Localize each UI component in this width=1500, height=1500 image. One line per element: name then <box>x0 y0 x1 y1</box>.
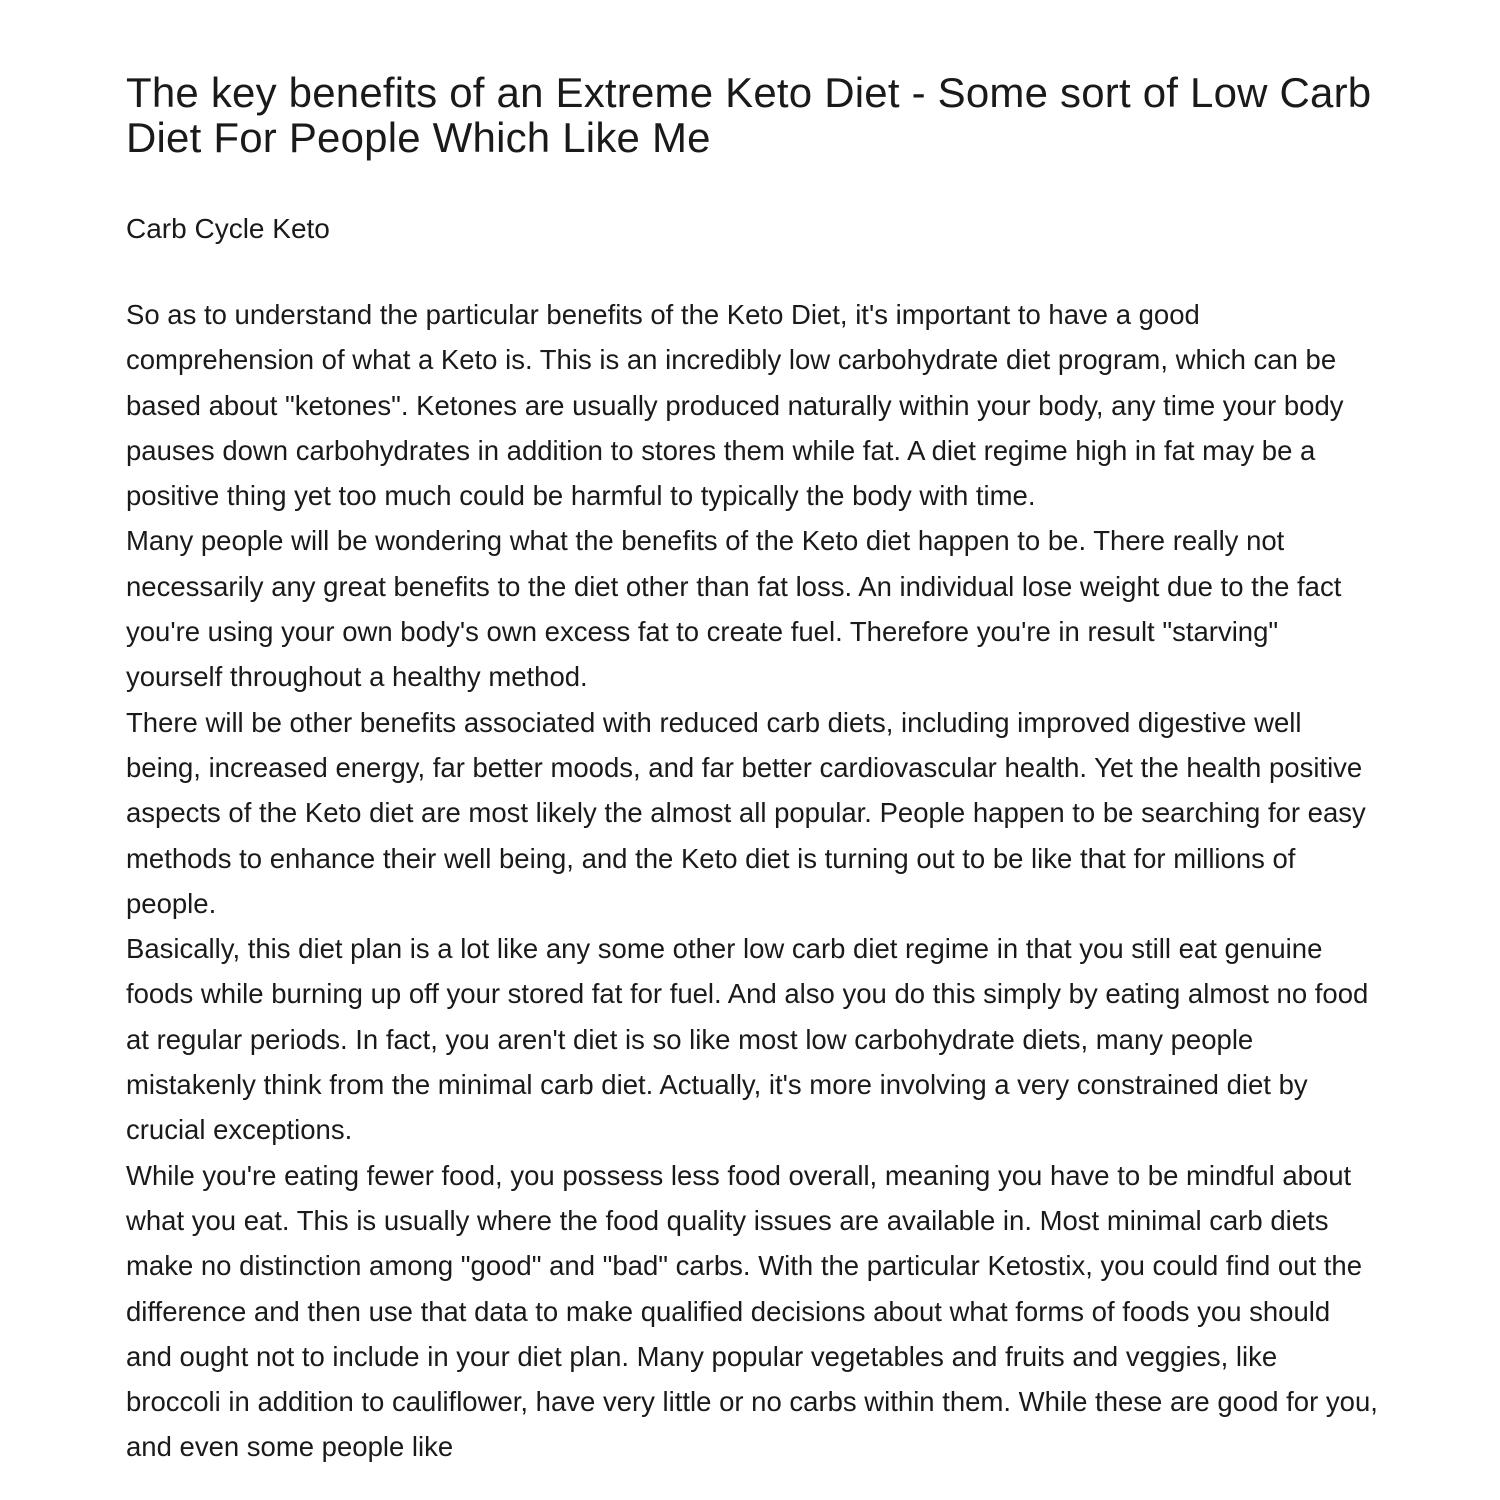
body-paragraph: Basically, this diet plan is a lot like any some other low carb diet regime in that you still eat genuine foods while burning up off your stored fat for fuel. And also you do this simply by eating almost no food at regular periods. In fact, you aren't diet is so like most low carbohydrate diets, many people mistakenly think from the minimal carb diet. Actually, it's more involving a very constrained diet by crucial exceptions. <box>126 933 1369 1146</box>
body-paragraph: While you're eating fewer food, you possess less food overall, meaning you have to be mindful about what you eat. This is usually where the food quality issues are available in. Most minimal carb diets make no distinction among "good" and "bad" carbs. With the particular Ketostix, you could find out the difference and then use that data to make qualified decisions about what forms of foods you should and ought not to include in your diet plan. Many popular vegetables and fruits and veggies, like broccoli in addition to cauliflower, have very little or no carbs within them. While these are good for you, and even some people like <box>126 1159 1378 1463</box>
body-paragraph: So as to understand the particular benefits of the Keto Diet, it's important to have a good comprehension of what a Keto is. This is an incredibly low carbohydrate diet program, which can be based about "ketones". Ketones are usually produced naturally within your body, any time your body pauses down carbohydrates in addition to stores them while fat. A diet regime high in fat may be a positive thing yet too much could be harmful to typically the body with time. <box>126 299 1344 512</box>
document-subtitle: Carb Cycle Keto <box>126 213 330 244</box>
body-paragraph: There will be other benefits associated with reduced carb diets, including improved digestive well being, increased energy, far better moods, and far better cardiovascular health. Yet the health positive aspects of the Keto diet are most likely the almost all popular. People happen to be searching for easy methods to enhance their well being, and the Keto diet is turning out to be like that for millions of people. <box>126 706 1366 919</box>
document-title: The key benefits of an Extreme Keto Diet - Some sort of Low Carb Diet For People Which Like Me <box>126 69 1372 161</box>
body-paragraph: Many people will be wondering what the benefits of the Keto diet happen to be. There really not necessarily any great benefits to the diet other than fat loss. An individual lose weight due to the fact you're using your own body's own excess fat to create fuel. Therefore you're in result "starving" yourself throughout a healthy method. <box>126 525 1342 693</box>
document-body <box>126 292 1378 1470</box>
